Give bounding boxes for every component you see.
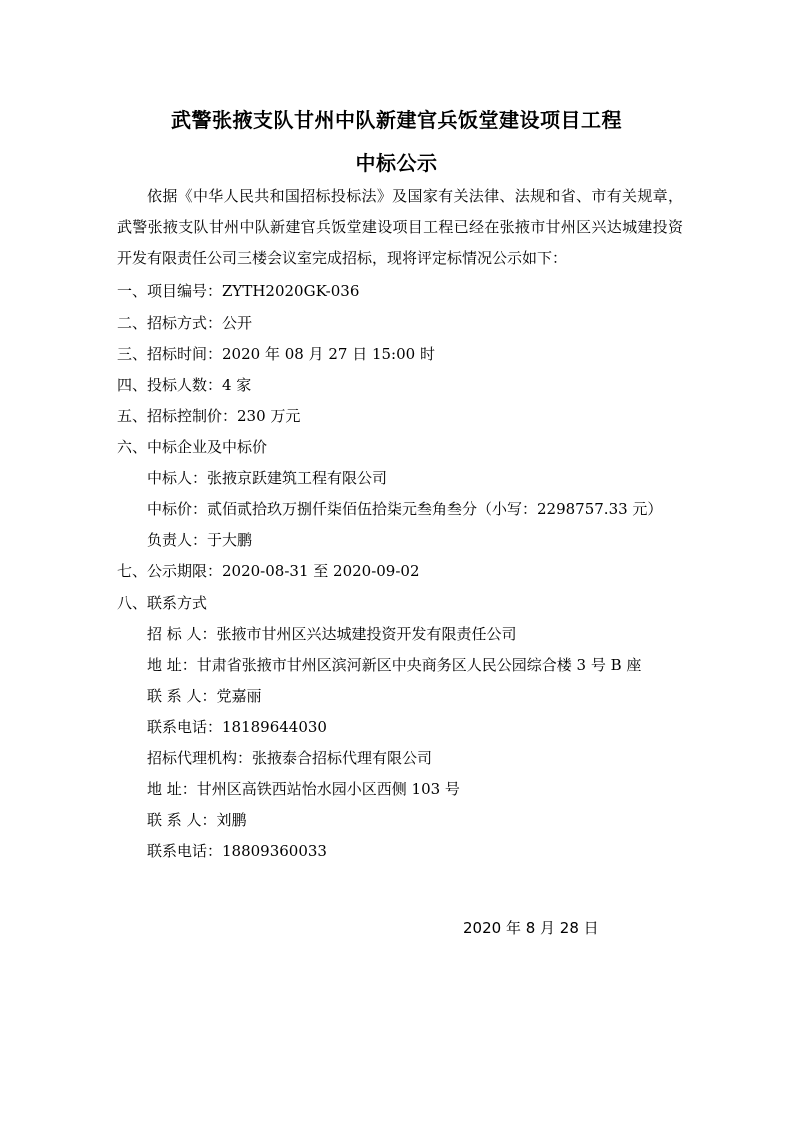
bidder-count: 四、投标人数：4 家 <box>117 376 252 394</box>
tenderer-address: 地 址：甘肃省张掖市甘州区滨河新区中央商务区人民公园综合楼 3 号 B 座 <box>147 656 642 674</box>
project-leader: 负责人：于大鹏 <box>147 531 253 549</box>
winner-heading: 六、中标企业及中标价 <box>117 438 268 456</box>
tenderer-phone: 联系电话：18189644030 <box>147 718 327 736</box>
notice-date: 2020 年 8 月 28 日 <box>463 919 599 937</box>
notice-period: 七、公示期限：2020-08-31 至 2020-09-02 <box>117 562 420 580</box>
tenderer: 招 标 人：张掖市甘州区兴达城建投资开发有限责任公司 <box>147 625 517 643</box>
notice-subtitle: 中标公示 <box>355 151 438 175</box>
tenderer-contact: 联 系 人：党嘉丽 <box>147 687 262 705</box>
notice-title: 武警张掖支队甘州中队新建官兵饭堂建设项目工程 <box>171 108 622 132</box>
winning-price: 中标价：贰佰贰拾玖万捌仟柒佰伍拾柒元叁角叁分（小写：2298757.33 元） <box>147 500 663 518</box>
tender-method: 二、招标方式：公开 <box>117 314 253 332</box>
agency-contact: 联 系 人：刘鹏 <box>147 811 247 829</box>
agency-address: 地 址：甘州区高铁西站怡水园小区西侧 103 号 <box>147 780 460 798</box>
intro-paragraph: 依据《中华人民共和国招标投标法》及国家有关法律、法规和省、市有关规章，武警张掖支队甘州中队新建官兵饭堂建设项目工程已经在张掖市甘州区兴达城建投资开发有限责任公司三楼会议室完成招标，现将评定标情况公示如下： <box>117 187 683 267</box>
project-number: 一、项目编号：ZYTH2020GK-036 <box>117 282 360 300</box>
agency-name: 招标代理机构：张掖泰合招标代理有限公司 <box>147 749 433 767</box>
tender-time: 三、招标时间：2020 年 08 月 27 日 15:00 时 <box>117 345 435 363</box>
contact-heading: 八、联系方式 <box>117 594 208 612</box>
winning-bidder: 中标人：张掖京跃建筑工程有限公司 <box>147 469 388 487</box>
agency-phone: 联系电话：18809360033 <box>147 842 327 860</box>
control-price: 五、招标控制价：230 万元 <box>117 407 301 425</box>
